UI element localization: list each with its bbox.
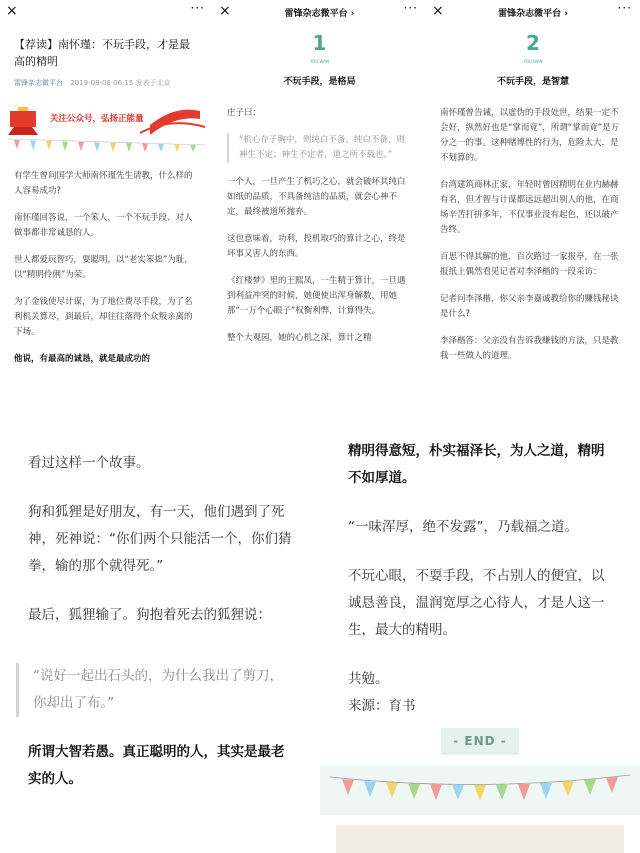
bold-paragraph: 所谓大智若愚。真正聪明的人，其实是最老实的人。 — [28, 744, 285, 787]
top-bar — [0, 0, 213, 24]
account-title: 雷锋杂志微平台 — [498, 9, 562, 19]
bunting-graphic — [320, 765, 640, 815]
section-number-digit: 2 — [526, 31, 540, 55]
section-heading: 不玩手段，是格局 — [283, 77, 356, 87]
paragraph: 记者问李泽楷，你父亲李嘉诚教给你的赚钱秘诀是什么? — [440, 294, 619, 319]
article-panel-1 — [0, 0, 213, 430]
paragraph: 最后，狐狸输了。狗抱着死去的狐狸说： — [28, 607, 271, 623]
paragraph: 有学生曾问国学大师南怀瑾先生请教，什么样的人容易成功? — [14, 171, 193, 196]
account-title: 雷锋杂志微平台 — [284, 9, 348, 19]
bold-paragraph: 他说，有最高的诚恳，就是最成功的 — [14, 354, 151, 364]
paragraph: 一个人，一旦产生了机巧之心，就会破坏其纯白如纸的品质，不具备纯洁的品质，就会心神不定，最终被道所抛弃。 — [227, 177, 406, 217]
follow-banner — [0, 105, 213, 153]
paragraph: 为了金钱使尽计谋，为了地位费尽手段，为了名利机关算尽，到最后，却往往落得个众叛亲离的下场。 — [14, 297, 193, 337]
blockquote: “说好一起出石头的，为什么我出了剪刀，你却出了布。” — [16, 663, 292, 717]
top-bar — [213, 0, 426, 24]
bunting-decoration — [320, 765, 640, 815]
paragraph: 共勉。 — [348, 671, 389, 687]
more-icon[interactable]: ··· — [617, 1, 632, 15]
source-line: 来源：育书 — [348, 698, 416, 714]
section-number-sub: YOU WAN — [523, 59, 543, 64]
chevron-right-icon: › — [564, 9, 568, 19]
article-meta — [14, 76, 199, 91]
paragraph: “一味浑厚，绝不发露”，乃载福之道。 — [348, 519, 578, 535]
paragraph: 整个大观园，她的心机之深，算计之精 — [227, 333, 372, 343]
article-panel-2 — [213, 0, 426, 430]
section-number — [440, 32, 626, 69]
end-marker — [348, 728, 612, 755]
more-icon[interactable]: ··· — [403, 1, 418, 15]
paragraph: 这也意味着，功利，投机取巧的算计之心，终是坏事又害人的东西。 — [227, 234, 406, 259]
section-number-digit: 1 — [312, 31, 327, 55]
paragraph: 庄子曰： — [227, 108, 262, 118]
publish-date: 2019-08-08 06:15 — [70, 79, 134, 87]
account-link[interactable]: 雷锋杂志微平台 — [14, 79, 63, 87]
close-icon[interactable]: × — [219, 3, 231, 19]
end-label: - END - — [441, 728, 519, 755]
article-panel-5 — [320, 430, 640, 853]
paragraph: 不玩心眼，不耍手段，不占别人的便宜，以诚恳善良，温润宽厚之心待人，才是人这一生，最大的精明。 — [348, 568, 605, 638]
banner-text: 关注公众号，弘扬正能量 — [50, 114, 144, 124]
location-tag: 发表于北京 — [135, 79, 171, 87]
paragraph: 看过这样一个故事。 — [28, 455, 150, 471]
bold-paragraph: 精明得意短，朴实福泽长，为人之道，精明不如厚道。 — [348, 443, 605, 486]
close-icon[interactable]: × — [432, 3, 444, 19]
paragraph: 台湾建筑商林正家，年轻时曾因精明在业内赫赫有名，但才智与计谋都远远超出别人的他，在商场辛苦打拼多年，不仅事业没有起色，还以破产告终。 — [440, 180, 619, 235]
account-title-button[interactable] — [426, 6, 640, 19]
paragraph: 李泽楷答：父亲没有告诉我赚钱的方法，只是教我一些做人的道理。 — [440, 336, 619, 361]
blockquote: “机心存于胸中，则纯白不备。纯白不备，则神生不定；神生不定者，道之所不载也。” — [227, 133, 412, 163]
paragraph: 世人都爱玩智巧，耍聪明，以“老实笨拙”为耻，以“精明伶俐”为荣。 — [14, 255, 193, 280]
paragraph: 南怀瑾曾告诫，以虚伪的手段处世，结果一定不会好，纵然好也是“掌而竟”，所谓“掌而竟”是万分之一的事。这种赌博性的行为，危险太大，是不划算的。 — [440, 108, 620, 163]
section-number-sub: YOU WAN — [309, 59, 330, 64]
article-panel-3 — [426, 0, 640, 430]
paragraph: 狗和狐狸是好朋友，有一天，他们遇到了死神，死神说：“你们两个只能活一个，你们猜拳，输的那个就得死。” — [28, 504, 292, 574]
article-panel-4 — [0, 430, 320, 853]
section-heading: 不玩手段，是智慧 — [496, 77, 569, 87]
article-title: 【荐读】南怀瑾：不玩手段，才是最高的精明 — [14, 38, 190, 68]
paragraph: 《红楼梦》里的王熙凤，一生精于算计，一旦遇到利益冲突的时候，她便使出浑身解数，用她那“一万个心眼子”权衡利弊，计算得失。 — [227, 276, 406, 316]
footer-card — [336, 825, 624, 853]
top-bar — [426, 0, 640, 24]
account-title-button[interactable] — [213, 6, 426, 19]
close-icon[interactable]: × — [6, 3, 18, 19]
chevron-right-icon: › — [350, 9, 355, 19]
paragraph: 百思不得其解的他，百次路过一家报亭，在一张报纸上偶然看见记者对李泽楷的一段采访： — [440, 252, 619, 277]
section-number — [227, 32, 412, 69]
paragraph: 南怀瑾回答说，一个笨人，一个不玩手段、对人做事都非常诚恳的人。 — [14, 213, 193, 238]
more-icon[interactable]: ··· — [190, 1, 205, 15]
